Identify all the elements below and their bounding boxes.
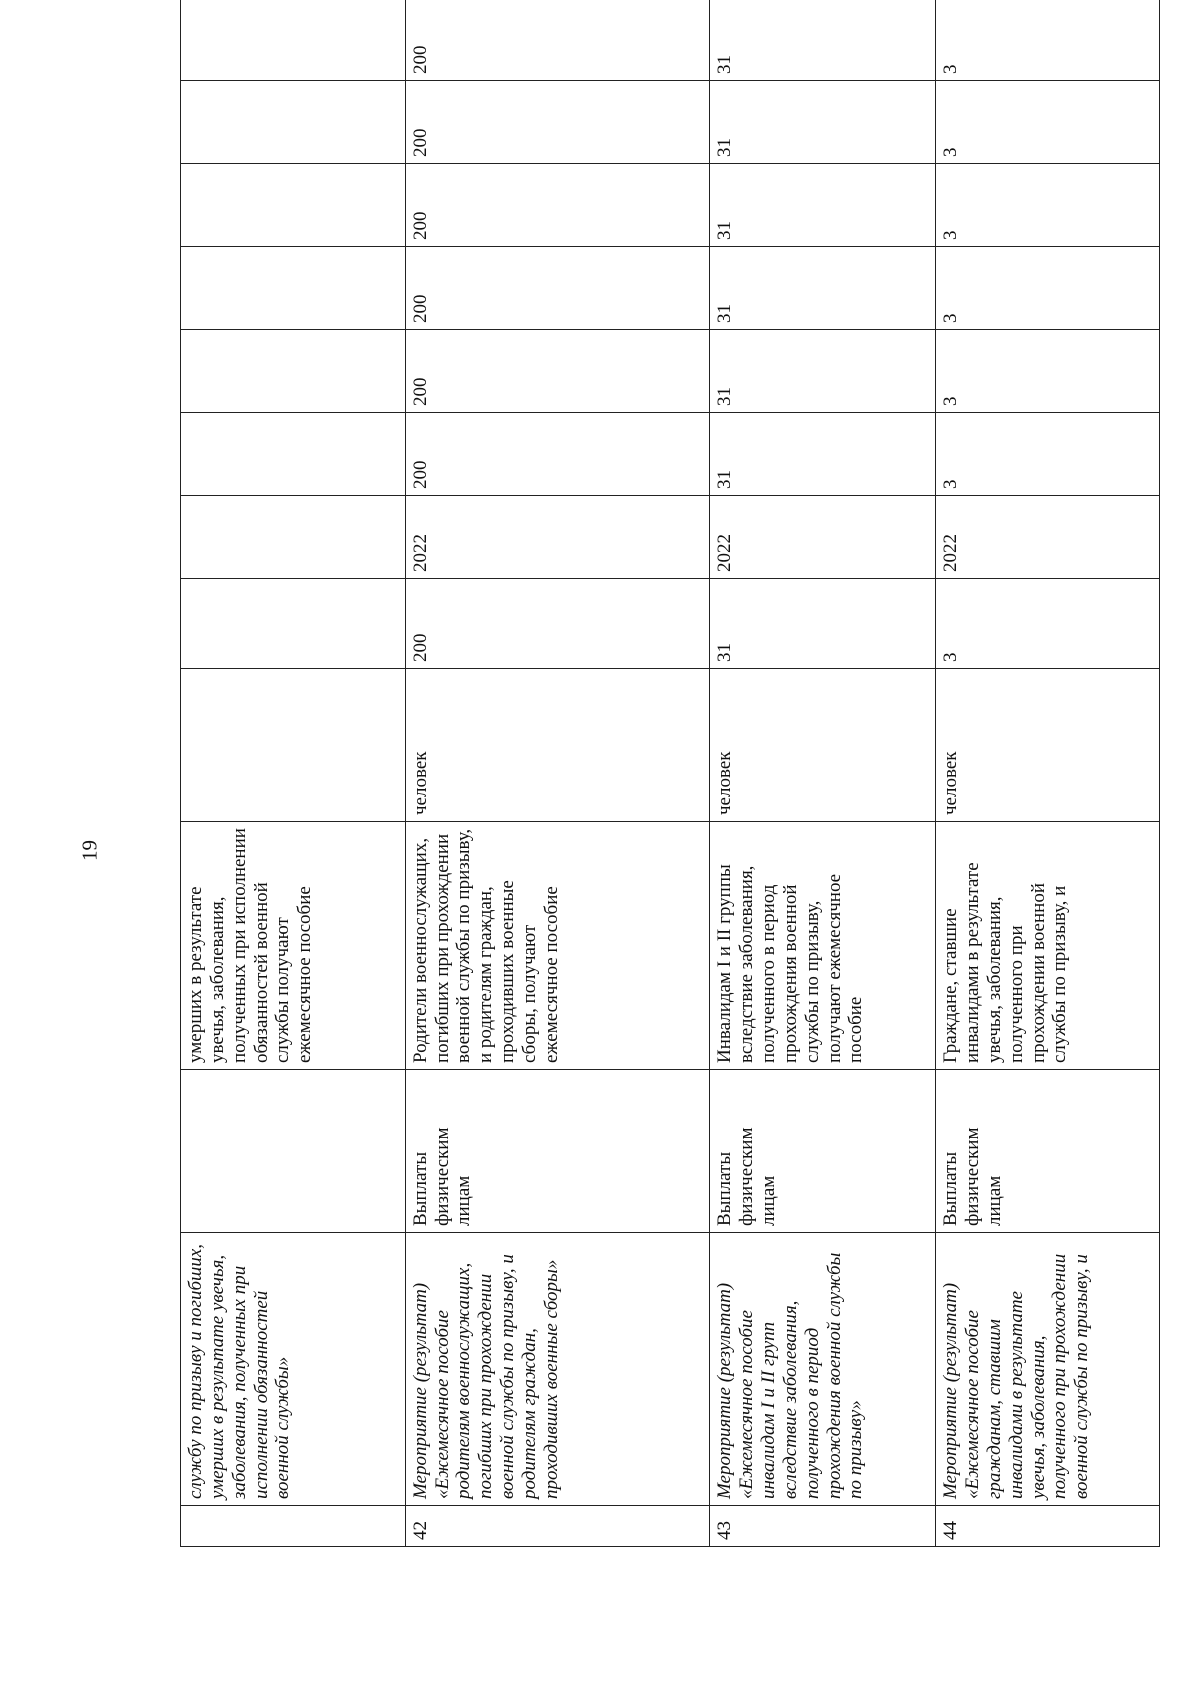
unit-of-measure: человек bbox=[405, 669, 710, 822]
unit-of-measure: человек bbox=[710, 669, 936, 822]
measure-type: Выплаты физическим лицам bbox=[710, 1070, 936, 1233]
table-row bbox=[181, 0, 406, 1547]
row-number: 44 bbox=[936, 1506, 1160, 1547]
base-value: 200 bbox=[405, 579, 710, 669]
target-value: 31 bbox=[710, 81, 936, 164]
target-value bbox=[181, 247, 406, 330]
target-value bbox=[181, 81, 406, 164]
base-value: 31 bbox=[710, 579, 936, 669]
measure-name: службу по призыву и погибших, умерших в результате увечья, заболевания, полученных при исполнении обязанностей военной службы» bbox=[181, 1233, 406, 1506]
target-value: 3 bbox=[936, 413, 1160, 496]
target-value: 31 bbox=[710, 0, 936, 81]
target-value: 200 bbox=[405, 247, 710, 330]
unit-of-measure bbox=[181, 669, 406, 822]
target-value: 3 bbox=[936, 247, 1160, 330]
target-value: 200 bbox=[405, 81, 710, 164]
base-year bbox=[181, 496, 406, 579]
page-number: 19 bbox=[77, 840, 102, 861]
target-value: 200 bbox=[405, 0, 710, 81]
target-value: 31 bbox=[710, 413, 936, 496]
measure-name: Мероприятие (результат) «Ежемесячное пособие гражданам, ставшим инвалидами в результате увечья, заболевания, полученного при прохождении военной службы по призыву, и bbox=[936, 1233, 1160, 1506]
measure-description: Инвалидам I и II группы вследствие заболевания, полученного в период прохождения военной службы по призыву, получают ежемесячное пособие bbox=[710, 822, 936, 1070]
table-row bbox=[936, 0, 1160, 1547]
target-value bbox=[181, 330, 406, 413]
target-value: 3 bbox=[936, 330, 1160, 413]
rotated-table-container bbox=[180, 45, 1160, 1547]
measure-type: Выплаты физическим лицам bbox=[405, 1070, 710, 1233]
results-table bbox=[180, 0, 1160, 1547]
target-value: 31 bbox=[710, 164, 936, 247]
measure-description: Родители военнослужащих, погибших при прохождении военной службы по призыву, и родителям граждан, проходивших военные сборы, получают ежемесячное пособие bbox=[405, 822, 710, 1070]
target-value bbox=[181, 164, 406, 247]
target-value: 31 bbox=[710, 330, 936, 413]
base-year: 2022 bbox=[936, 496, 1160, 579]
table-row bbox=[710, 0, 936, 1547]
measure-name: Мероприятие (результат) «Ежемесячное пособие инвалидам I и II групп вследствие заболевания, полученного в период прохождения военной службы по призыву» bbox=[710, 1233, 936, 1506]
measure-description: умерших в результате увечья, заболевания, полученных при исполнении обязанностей военной службы получают ежемесячное пособие bbox=[181, 822, 406, 1070]
target-value: 3 bbox=[936, 81, 1160, 164]
target-value: 3 bbox=[936, 164, 1160, 247]
measure-name: Мероприятие (результат) «Ежемесячное пособие родителям военнослужащих, погибших при прохождении военной службы по призыву, и родителям граждан, проходивших военные сборы» bbox=[405, 1233, 710, 1506]
target-value: 200 bbox=[405, 330, 710, 413]
base-year: 2022 bbox=[405, 496, 710, 579]
base-year: 2022 bbox=[710, 496, 936, 579]
target-value: 3 bbox=[936, 0, 1160, 81]
measure-type bbox=[181, 1070, 406, 1233]
measure-description: Граждане, ставшие инвалидами в результате увечья, заболевания, полученного при прохождении военной службы по призыву, и bbox=[936, 822, 1160, 1070]
target-value: 200 bbox=[405, 413, 710, 496]
base-value bbox=[181, 579, 406, 669]
base-value: 3 bbox=[936, 579, 1160, 669]
target-value bbox=[181, 413, 406, 496]
row-number: 42 bbox=[405, 1506, 710, 1547]
unit-of-measure: человек bbox=[936, 669, 1160, 822]
table-row bbox=[405, 0, 710, 1547]
target-value: 200 bbox=[405, 164, 710, 247]
row-number: 43 bbox=[710, 1506, 936, 1547]
target-value: 31 bbox=[710, 247, 936, 330]
measure-type: Выплаты физическим лицам bbox=[936, 1070, 1160, 1233]
target-value bbox=[181, 0, 406, 81]
row-number bbox=[181, 1506, 406, 1547]
